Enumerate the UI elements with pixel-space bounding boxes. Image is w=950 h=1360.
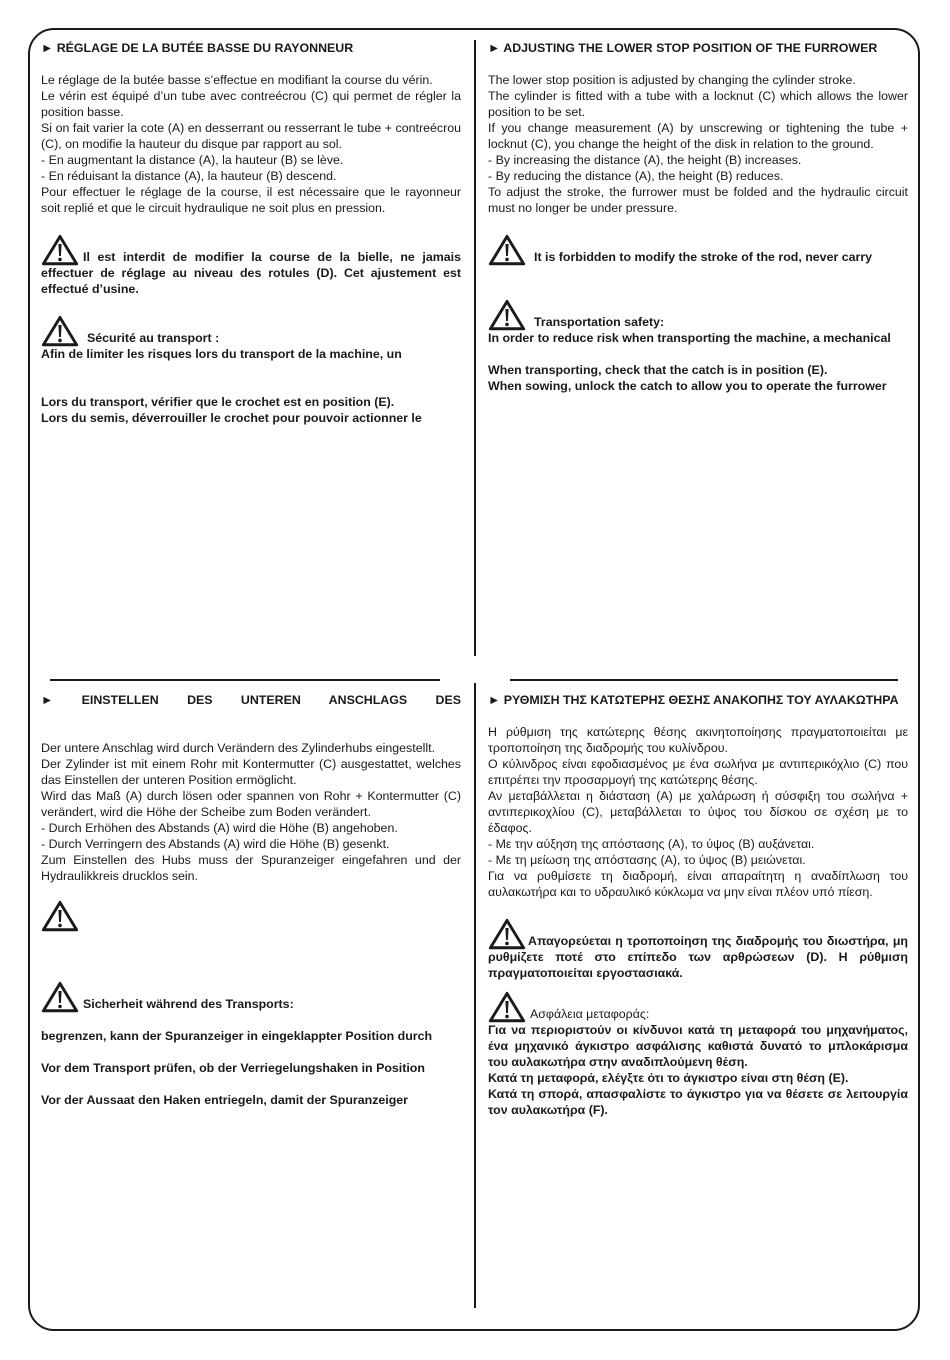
paragraph: Der untere Anschlag wird durch Verändern des Zylinderhubs eingestellt.: [41, 741, 435, 755]
paragraph: Wird das Maß (A) durch lösen oder spannen von Rohr + Kontermutter (C) verändert, wird die Höhe der Scheibe zum Boden verändert.: [41, 789, 461, 819]
transport-check-text: Vor dem Transport prüfen, ob der Verriegelungshaken in Position: [41, 1061, 425, 1075]
column-divider-bottom: [474, 683, 476, 1308]
warning-triangle-icon: [41, 900, 79, 932]
warning-text: Afin de limiter les risques lors du transport de la machine, un: [41, 347, 402, 361]
paragraph: Le vérin est équipé d’un tube avec contreécrou (C) qui permet de régler la position basse.: [41, 89, 461, 119]
paragraph: - Με τη μείωση της απόστασης (A), το ύψος (B) μειώνεται.: [488, 853, 806, 867]
column-divider-top: [474, 40, 476, 656]
warning-text: Για να περιοριστούν οι κίνδυνοι κατά τη μεταφορά του μηχανήματος, ένα μηχανικό άγκιστρο ασφάλισης καθιστά δυνατό το μπλοκάρισμα του αυλακωτήρα στην αναδιπλούμενη θέση.: [488, 1023, 908, 1069]
warning-triangle-icon: [488, 991, 526, 1023]
paragraph: Si on fait varier la cote (A) en desserrant ou resserrant le tube + contreécrou (C), on modifie la hauteur du disque par rapport au sol.: [41, 121, 461, 151]
section-greek: [488, 692, 908, 1118]
paragraph: Pour effectuer le réglage de la course, il est nécessaire que le rayonneur soit replié et que le circuit hydraulique ne soit plus en pression.: [41, 185, 461, 215]
section-german: [41, 692, 461, 1108]
sowing-text: Vor der Aussaat den Haken entriegeln, damit der Spuranzeiger: [41, 1093, 408, 1107]
warning-text: begrenzen, kann der Spuranzeiger in eingeklappter Position durch: [41, 1029, 433, 1043]
warning-triangle-icon: [41, 315, 79, 347]
section-heading: ► ΡΥΘΜΙΣΗ ΤΗΣ ΚΑΤΩΤΕΡΗΣ ΘΕΣΗΣ ΑΝΑΚΟΠΗΣ ΤΟΥ ΑΥΛΑΚΩΤΗΡΑ: [488, 693, 899, 707]
section-french: [41, 40, 461, 426]
warning-title: Sécurité au transport :: [87, 331, 220, 345]
warning-triangle-icon: [41, 234, 79, 266]
warning-title: Transportation safety:: [534, 315, 665, 329]
paragraph: - En réduisant la distance (A), la hauteur (B) descend.: [41, 169, 337, 183]
warning-title: Sicherheit während des Transports:: [83, 997, 294, 1011]
paragraph: - By increasing the distance (A), the height (B) increases.: [488, 153, 802, 167]
paragraph: The cylinder is fitted with a tube with a locknut (C) which allows the lower position to be set.: [488, 89, 908, 119]
warning-text: Απαγορεύεται η τροποποίηση της διαδρομής του διωστήρα, μη ρυθμίζετε ποτέ στο επίπεδο των αρθρώσεων (D). Η ρύθμιση πραγματοποιείται εργοστασιακά.: [488, 934, 908, 980]
warning-title: Ασφάλεια μεταφοράς:: [530, 1007, 650, 1021]
warning-triangle-icon: [488, 299, 526, 331]
sowing-text: Lors du semis, déverrouiller le crochet pour pouvoir actionner le: [41, 411, 422, 425]
warning-text: Il est interdit de modifier la course de la bielle, ne jamais effectuer de réglage au niveau des rotules (D). Cet ajustement est effectué d’usine.: [41, 250, 461, 296]
paragraph: To adjust the stroke, the furrower must be folded and the hydraulic circuit must no longer be under pressure.: [488, 185, 908, 215]
warning-text: In order to reduce risk when transporting the machine, a mechanical: [488, 331, 891, 345]
paragraph: Ο κύλινδρος είναι εφοδιασμένος με ένα σωλήνα με αντιπερικόχλιο (C) που επιτρέπει την προσαρμογή της κατώτερης θέσης.: [488, 757, 908, 787]
transport-check-text: Κατά τη μεταφορά, ελέγξτε ότι το άγκιστρο είναι στη θέση (E).: [488, 1071, 849, 1085]
paragraph: Der Zylinder ist mit einem Rohr mit Kontermutter (C) ausgestattet, welches das Einstellen der unteren Position ermöglicht.: [41, 757, 461, 787]
paragraph: - Durch Verringern des Abstands (A) wird die Höhe (B) gesenkt.: [41, 837, 390, 851]
paragraph: The lower stop position is adjusted by changing the cylinder stroke.: [488, 73, 856, 87]
warning-triangle-icon: [41, 981, 79, 1013]
paragraph: Αν μεταβάλλεται η διάσταση (A) με χαλάρωση ή σύσφιξη του σωλήνα + αντιπερικοχλίου (C), μεταβάλλεται το ύψος του δίσκου σε σχέση με το έδαφος.: [488, 789, 908, 835]
paragraph: - En augmentant la distance (A), la hauteur (B) se lève.: [41, 153, 344, 167]
warning-triangle-icon: [488, 918, 526, 950]
section-heading: ► EINSTELLEN DES UNTEREN ANSCHLAGS DES: [41, 693, 461, 707]
paragraph: Le réglage de la butée basse s’effectue en modifiant la course du vérin.: [41, 73, 433, 87]
section-english: [488, 40, 908, 394]
sowing-text: When sowing, unlock the catch to allow you to operate the furrower: [488, 379, 887, 393]
paragraph: Η ρύθμιση της κατώτερης θέσης ακινητοποίησης πραγματοποιείται με τροποποίηση της διαδρομής του κυλίνδρου.: [488, 725, 908, 755]
transport-check-text: Lors du transport, vérifier que le crochet est en position (E).: [41, 395, 395, 409]
section-rule-left: [50, 679, 440, 681]
warning-text: It is forbidden to modify the stroke of the rod, never carry: [534, 250, 873, 264]
warning-triangle-icon: [488, 234, 526, 266]
paragraph: - Με την αύξηση της απόστασης (A), το ύψος (B) αυξάνεται.: [488, 837, 815, 851]
paragraph: Για να ρυθμίσετε τη διαδρομή, είναι απαραίτητη η αναδίπλωση του αυλακωτήρα και το υδραυλικό κύκλωμα να μην είναι πλέον υπό πίεση.: [488, 869, 908, 899]
paragraph: Zum Einstellen des Hubs muss der Spuranzeiger eingefahren und der Hydraulikkreis drucklos sein.: [41, 853, 461, 883]
section-heading: ► RÉGLAGE DE LA BUTÉE BASSE DU RAYONNEUR: [41, 41, 354, 55]
paragraph: - By reducing the distance (A), the height (B) reduces.: [488, 169, 784, 183]
paragraph: If you change measurement (A) by unscrewing or tightening the tube + locknut (C), you change the height of the disk in relation to the ground.: [488, 121, 908, 151]
transport-check-text: When transporting, check that the catch is in position (E).: [488, 363, 828, 377]
section-rule-right: [510, 679, 898, 681]
paragraph: - Durch Erhöhen des Abstands (A) wird die Höhe (B) angehoben.: [41, 821, 398, 835]
sowing-text: Κατά τη σπορά, απασφαλίστε το άγκιστρο για να θέσετε σε λειτουργία τον αυλακωτήρα (F).: [488, 1087, 908, 1117]
section-heading: ► ADJUSTING THE LOWER STOP POSITION OF THE FURROWER: [488, 41, 878, 55]
